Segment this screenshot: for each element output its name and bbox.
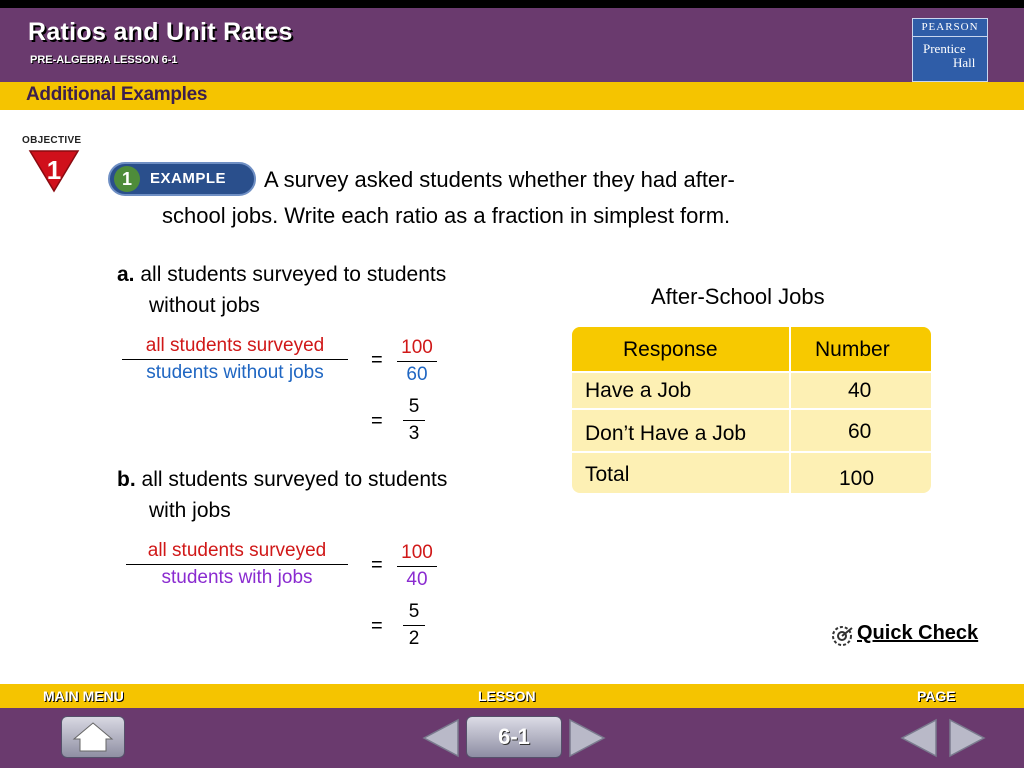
objective-label: OBJECTIVE (22, 135, 82, 146)
part-a-value-denominator: 60 (406, 364, 428, 385)
example-badge (108, 162, 256, 196)
lesson-number-button[interactable]: 6-1 (466, 716, 562, 758)
lesson-prev-button[interactable] (420, 716, 462, 760)
home-icon (62, 717, 124, 757)
logo-prentice-text: Prentice (923, 41, 966, 56)
part-a-letter: a. (117, 263, 135, 286)
column-divider (789, 327, 791, 493)
jobs-table (572, 327, 931, 493)
part-a-simplified-denominator: 3 (408, 423, 420, 444)
part-a-value-fraction (397, 337, 437, 386)
lesson-label: LESSON (478, 688, 536, 704)
part-a-text-line1: all students surveyed to students (140, 263, 447, 286)
part-b-text-line2: with jobs (149, 499, 231, 522)
part-a-simplified-numerator: 5 (403, 396, 425, 421)
part-b-prompt (117, 468, 447, 492)
part-b-text-line1: all students surveyed to students (141, 468, 448, 491)
row-divider (572, 408, 931, 410)
part-a-simplified-fraction (403, 396, 425, 445)
pearson-logo (912, 18, 988, 82)
logo-pearson-text: PEARSON (913, 19, 987, 37)
table-cell-number: 60 (848, 420, 872, 443)
objective-badge (22, 135, 92, 195)
part-b-equals-1: = (371, 554, 383, 576)
table-cell-response: Don’t Have a Job (585, 422, 747, 445)
objective-number: 1 (46, 155, 62, 185)
part-a-equals-1: = (371, 349, 383, 371)
lesson-next-button[interactable] (566, 716, 608, 760)
main-menu-label: MAIN MENU (43, 688, 124, 704)
part-b-letter: b. (117, 468, 136, 491)
table-cell-response: Total (585, 463, 630, 486)
part-b-equals-2: = (371, 615, 383, 637)
header-bar (0, 8, 1024, 82)
part-b-simplified-numerator: 5 (403, 601, 425, 626)
objective-triangle-icon (28, 149, 80, 193)
example-number: 1 (114, 166, 140, 192)
example-label: EXAMPLE (150, 170, 227, 187)
table-cell-response: Have a Job (585, 379, 692, 402)
part-a-word-fraction (122, 335, 348, 384)
part-a-text-line2: without jobs (149, 294, 260, 317)
quick-check-label[interactable]: Quick Check (857, 622, 979, 644)
page-prev-button[interactable] (898, 716, 940, 760)
problem-text-line1: A survey asked students whether they had after- (264, 167, 735, 192)
row-divider (572, 451, 931, 453)
table-header-response: Response (623, 338, 718, 361)
part-b-word-numerator: all students surveyed (126, 540, 348, 565)
page-title: Ratios and Unit Rates (28, 18, 293, 46)
part-b-simplified-fraction (403, 601, 425, 650)
part-b-value-numerator: 100 (397, 542, 437, 567)
table-cell-number: 40 (848, 379, 872, 402)
part-b-simplified-denominator: 2 (408, 628, 420, 649)
table-cell-number: 100 (839, 467, 875, 490)
table-header-number: Number (815, 338, 890, 361)
main-menu-button[interactable] (61, 716, 125, 758)
part-a-prompt (117, 263, 446, 287)
quick-check-icon (830, 624, 854, 648)
section-title: Additional Examples (26, 84, 208, 105)
part-b-word-fraction (126, 540, 348, 589)
part-a-equals-2: = (371, 410, 383, 432)
part-a-value-numerator: 100 (397, 337, 437, 362)
top-border (0, 0, 1024, 8)
page-label: PAGE (917, 688, 956, 704)
part-b-value-fraction (397, 542, 437, 591)
row-divider (572, 371, 931, 373)
part-a-word-denominator: students without jobs (146, 362, 324, 383)
problem-text-line2: school jobs. Write each ratio as a fraction in simplest form. (162, 203, 731, 228)
part-b-word-denominator: students with jobs (161, 567, 313, 588)
page-next-button[interactable] (946, 716, 988, 760)
lesson-subtitle: PRE-ALGEBRA LESSON 6-1 (30, 54, 178, 66)
part-a-word-numerator: all students surveyed (122, 335, 348, 360)
part-b-value-denominator: 40 (406, 569, 428, 590)
table-title: After-School Jobs (651, 284, 825, 309)
logo-hall-text: Hall (953, 55, 976, 70)
